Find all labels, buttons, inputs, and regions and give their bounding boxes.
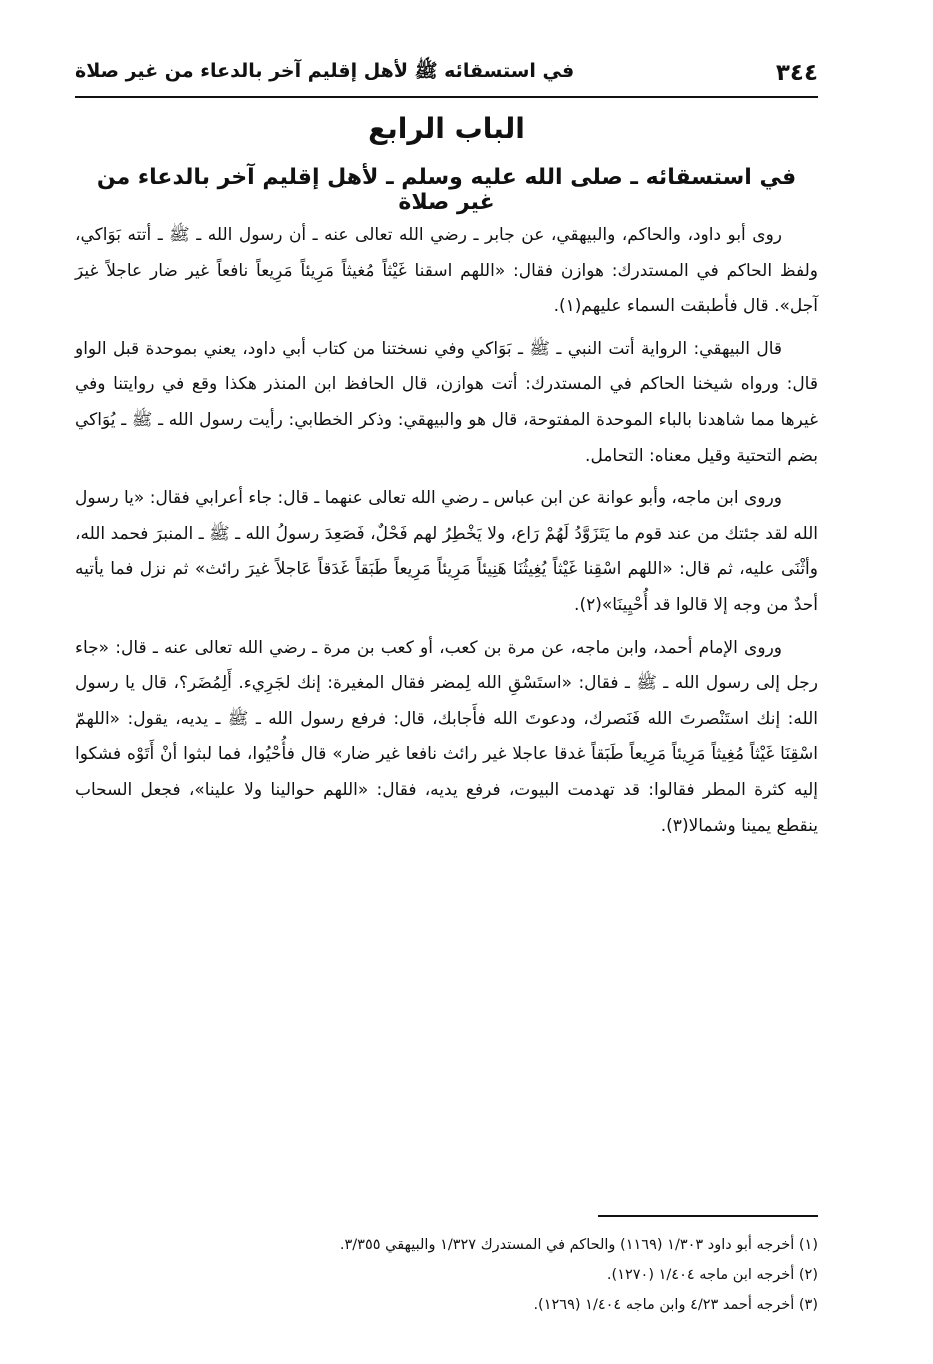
footnotes: [75, 1230, 818, 1320]
body-text: [75, 218, 818, 851]
chapter-title: الباب الرابع: [368, 112, 525, 145]
running-title: في استسقائه ﷺ لأهل إقليم آخر بالدعاء من غير صلاة: [75, 60, 575, 82]
chapter-subtitle: في استسقائه ـ صلى الله عليه وسلم ـ لأهل إقليم آخر بالدعاء من غير صلاة: [96, 165, 797, 215]
footnote-3: (٣) أخرجه أحمد ٤/٢٣ وابن ماجه ١/٤٠٤ (١٢٦٩).: [533, 1297, 818, 1313]
running-header: [75, 50, 818, 98]
paragraph-4: وروى الإمام أحمد، وابن ماجه، عن مرة بن كعب، أو كعب بن مرة ـ رضي الله تعالى عنه ـ قال: «جاء رجل إلى رسول الله ـ ﷺ ـ فقال: «استَسْقِ الله لِمضر فقال المغيرة: إنك لجَرِيء. أَلِمُضَر؟، قال يا رسول الله: إنك استَنْصرتَ الله فَنَصرك، ودعوتَ الله فأَجابك، قال: فرفع رسول الله ـ ﷺ ـ يديه، يقول: «اللهمّ اسْقِنَا غَيْثاً مُغِيثاً مَرِيئاً مَرِيعاً طَبَقاً غدقا عاجلا غير رائث نافعا غير ضار» قال فأُحْيُوا، فما لبثوا أنْ أَتَوْه فشكوا إليه كثرة المطر فقالوا: قد تهدمت البيوت، فرفع يديه، فقال: «اللهم حوالينا ولا علينا»، فجعل السحاب ينقطع يمينا وشمالا(٣).: [75, 637, 818, 836]
footnote-divider: [598, 1215, 818, 1217]
paragraph-3: وروى ابن ماجه، وأبو عوانة عن ابن عباس ـ رضي الله تعالى عنهما ـ قال: جاء أعرابي فقال: «يا رسول الله لقد جئتك من عند قوم ما يَتَزَوَّدُ لَهُمْ رَاع، ولا يَخْطِرُ لهم فَحْلٌ، فَصَعِدَ رسولُ الله ـ ﷺ ـ المنبرَ فحمد الله، وأثْنَى عليه، ثم قال: «اللهم اسْقِنا غَيْثاً يُغِيثُنَا هَنِيئاً مَرِيئاً مَرِيعاً طَبَقاً غَدَقاً عَاجلاً غيرَ رائث» ثم نزل فما يأتيه أحدٌ من وجه إلا قالوا قد أُحْيِينَا»(٢).: [75, 488, 818, 615]
footnote-2: (٢) أخرجه ابن ماجه ١/٤٠٤ (١٢٧٠).: [606, 1267, 818, 1283]
paragraph-2: قال البيهقي: الرواية أتت النبي ـ ﷺ ـ بَوَاكي وفي نسختنا من كتاب أبي داود، يعني بموحدة قبل الواو قال: ورواه شيخنا الحاكم في المستدرك: أتت هوازن، قال الحافظ ابن المنذر هكذا وقع في روايتنا وفي غيرها مما شاهدنا بالباء الموحدة المفتوحة، قال هو والبيهقي: وذكر الخطابي: رأيت رسول الله ـ ﷺ ـ يُوَاكي بضم التحتية وقيل معناه: التحامل.: [75, 338, 818, 466]
page-number: ٣٤٤: [775, 60, 818, 86]
footnote-1: (١) أخرجه أبو داود ١/٣٠٣ (١١٦٩) والحاكم في المستدرك ١/٣٢٧ والبيهقي ٣/٣٥٥.: [339, 1237, 818, 1253]
paragraph-1: روى أبو داود، والحاكم، والبيهقي، عن جابر ـ رضي الله تعالى عنه ـ أن رسول الله ـ ﷺ ـ أتته بَوَاكي، ولفظ الحاكم في المستدرك: هوازن فقال: «اللهم اسقنا غَيْثاً مُغيثاً مَرِيئاً مَرِيعاً نافعاً غير ضار عاجلاً غيرَ آجل». قال فأطبقت السماء عليهم(١).: [75, 225, 818, 317]
